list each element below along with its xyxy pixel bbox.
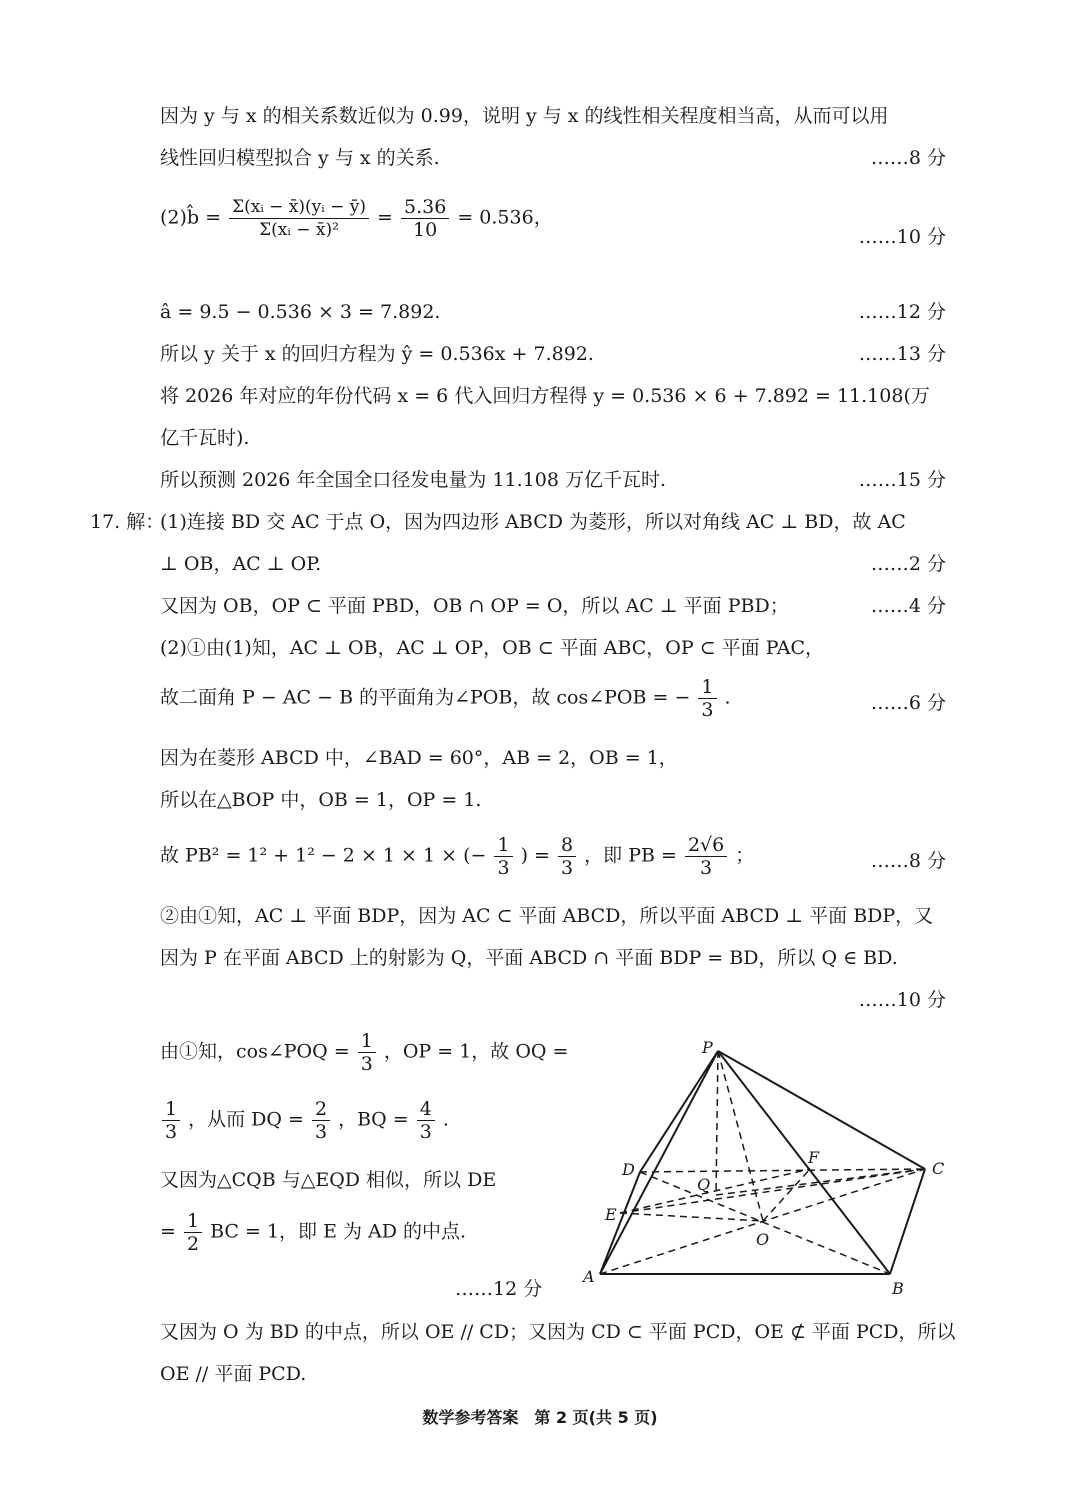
formula-prefix: (2)b̂ = <box>160 206 222 229</box>
fraction <box>401 196 449 241</box>
denominator: 3 <box>701 699 714 721</box>
denominator: 2 <box>186 1233 200 1255</box>
score-mark: ……12 分 <box>858 301 946 323</box>
denominator: 3 <box>700 857 713 879</box>
text-line: 线性回归模型拟合 y 与 x 的关系. <box>160 147 440 169</box>
formula-text: . <box>724 686 731 709</box>
fraction <box>494 834 512 879</box>
edge-pa <box>600 1051 718 1274</box>
formula-line <box>160 676 731 721</box>
text-line: 所以 y 关于 x 的回归方程为 ŷ = 0.536x + 7.892. <box>160 343 594 365</box>
formula-text: ，OP = 1，故 OQ = <box>383 1040 569 1063</box>
formula-text: ； <box>735 844 755 867</box>
edge-pb <box>718 1051 890 1274</box>
edge-bc <box>890 1169 925 1274</box>
numerator: 1 <box>358 1030 376 1053</box>
seg-pq <box>716 1051 718 1195</box>
score-mark: ……6 分 <box>870 692 946 714</box>
fraction <box>558 834 576 879</box>
denominator: 3 <box>561 857 574 879</box>
fraction <box>162 1098 180 1143</box>
numerator: 1 <box>698 676 716 699</box>
formula-line <box>160 1030 568 1075</box>
text-line: 亿千瓦时). <box>160 427 250 449</box>
question-number: 17. 解： <box>90 511 165 533</box>
text-line: 因为 P 在平面 ABCD 上的射影为 Q，平面 ABCD ∩ 平面 BDP = BD，所以 Q ∈ BD. <box>160 947 898 969</box>
formula-text: 由①知，cos∠POQ = <box>160 1040 350 1063</box>
text-line: 又因为△CQB 与△EQD 相似，所以 DE <box>160 1169 497 1191</box>
fraction <box>698 676 716 721</box>
text-line: (1)连接 BD 交 AC 于点 O，因为四边形 ABCD 为菱形，所以对角线 AC ⊥ BD，故 AC <box>160 511 906 533</box>
formula-line <box>160 834 754 879</box>
text-line: 将 2026 年对应的年份代码 x = 6 代入回归方程得 y = 0.536 × 6 + 7.892 = 11.108(万 <box>160 385 930 407</box>
denominator: Σ(xᵢ − x̄)² <box>259 220 339 240</box>
formula-text: . <box>442 1108 449 1131</box>
numerator: 2 <box>312 1098 330 1121</box>
formula-line <box>160 1210 466 1255</box>
denominator: 3 <box>315 1121 328 1143</box>
text-line: 又因为 OB，OP ⊂ 平面 PBD，OB ∩ OP = O，所以 AC ⊥ 平面 PBD； <box>160 595 789 617</box>
formula-text: BC = 1，即 E 为 AD 的中点. <box>210 1220 467 1243</box>
formula-end: = 0.536， <box>457 206 553 229</box>
score-mark: ……2 分 <box>870 553 946 575</box>
label-e: E <box>605 1205 617 1224</box>
text-line: (2)①由(1)知，AC ⊥ OB，AC ⊥ OP，OB ⊂ 平面 ABC，OP ⊂ 平面 PAC， <box>160 637 824 659</box>
label-b: B <box>892 1279 904 1298</box>
numerator: 8 <box>558 834 576 857</box>
edge-pd <box>640 1051 718 1172</box>
denominator: 3 <box>165 1121 178 1143</box>
formula-text: ，从而 DQ = <box>188 1108 304 1131</box>
fraction <box>358 1030 376 1075</box>
text-line: 所以在△BOP 中，OB = 1，OP = 1. <box>160 789 482 811</box>
fraction <box>229 196 369 241</box>
label-c: C <box>932 1159 945 1178</box>
label-a: A <box>583 1267 595 1286</box>
score-mark: ……4 分 <box>870 595 946 617</box>
score-mark: ……8 分 <box>870 147 946 169</box>
pyramid-figure <box>580 1035 955 1305</box>
seg-ef <box>620 1169 810 1213</box>
denominator: 10 <box>413 219 438 241</box>
numerator: 5.36 <box>401 196 449 219</box>
numerator: 1 <box>494 834 512 857</box>
text-line: â = 9.5 − 0.536 × 3 = 7.892. <box>160 301 441 323</box>
numerator: 4 <box>417 1098 435 1121</box>
formula-text: ) = <box>520 844 550 867</box>
fraction <box>417 1098 435 1143</box>
formula-text: = <box>160 1220 176 1243</box>
denominator: 3 <box>419 1121 432 1143</box>
edge-dc <box>640 1169 925 1172</box>
denominator: 3 <box>497 857 510 879</box>
formula-text: 故 PB² = 1² + 1² − 2 × 1 × 1 × (− <box>160 844 487 867</box>
edge-pc <box>718 1051 925 1169</box>
label-o: O <box>756 1230 770 1249</box>
diag-db <box>640 1172 890 1274</box>
text-line: 因为在菱形 ABCD 中，∠BAD = 60°，AB = 2，OB = 1， <box>160 747 678 769</box>
score-mark: ……8 分 <box>870 850 946 872</box>
score-mark: ……13 分 <box>858 343 946 365</box>
text-line: 所以预测 2026 年全国全口径发电量为 11.108 万亿千瓦时. <box>160 469 667 491</box>
text-line: ⊥ OB，AC ⊥ OP. <box>160 553 322 575</box>
text-line: 因为 y 与 x 的相关系数近似为 0.99，说明 y 与 x 的线性相关程度相当高，从而可以用 <box>160 105 889 127</box>
numerator: 2√6 <box>685 834 727 857</box>
numerator: Σ(xᵢ − x̄)(yᵢ − ȳ) <box>229 196 369 219</box>
numerator: 1 <box>184 1210 202 1233</box>
fraction <box>312 1098 330 1143</box>
text-line: ②由①知，AC ⊥ 平面 BDP，因为 AC ⊂ 平面 ABCD，所以平面 ABCD ⊥ 平面 BDP，又 <box>160 905 934 927</box>
equals: = <box>377 206 393 229</box>
score-mark: ……10 分 <box>858 989 946 1011</box>
seg-ec <box>620 1169 925 1213</box>
formula-text: 故二面角 P − AC − B 的平面角为∠POB，故 cos∠POB = − <box>160 686 691 709</box>
denominator: 3 <box>360 1053 373 1075</box>
score-mark: ……15 分 <box>858 469 946 491</box>
formula-line <box>160 1098 449 1143</box>
label-f: F <box>808 1148 820 1167</box>
score-mark: ……12 分 <box>455 1278 543 1300</box>
label-p: P <box>702 1038 713 1057</box>
label-d: D <box>622 1160 635 1179</box>
label-q: Q <box>697 1175 711 1194</box>
formula-b-hat <box>160 196 553 241</box>
text-line: OE // 平面 PCD. <box>160 1363 307 1385</box>
numerator: 1 <box>162 1098 180 1121</box>
text-line: 又因为 O 为 BD 的中点，所以 OE // CD；又因为 CD ⊂ 平面 PCD，OE ⊄ 平面 PCD，所以 <box>160 1321 956 1343</box>
score-mark: ……10 分 <box>858 226 946 248</box>
page-footer: 数学参考答案 第 2 页(共 5 页) <box>422 1408 658 1427</box>
fraction <box>184 1210 202 1255</box>
fraction <box>685 834 727 879</box>
formula-text: ，BQ = <box>338 1108 409 1131</box>
formula-text: ，即 PB = <box>584 844 677 867</box>
